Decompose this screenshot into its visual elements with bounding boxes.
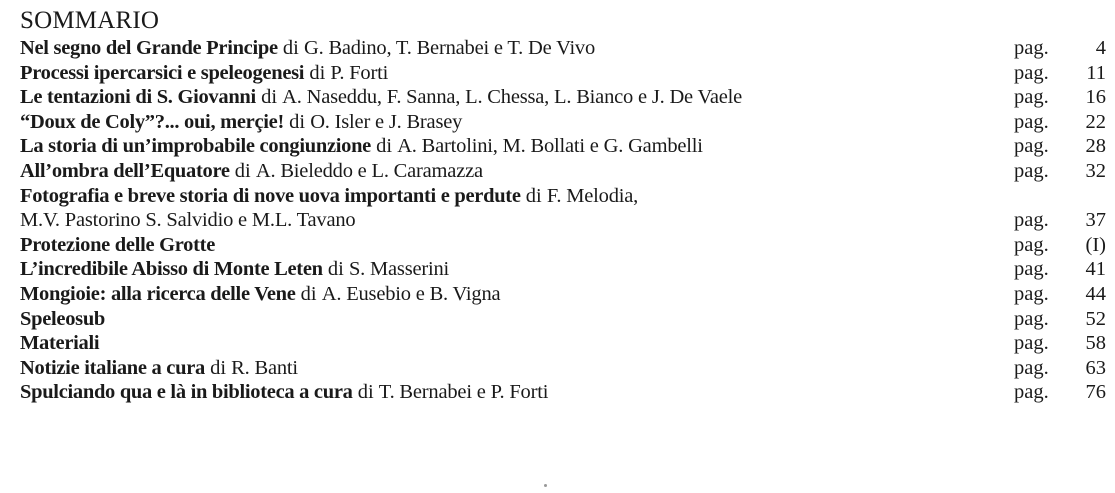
page-number: 52 [1085,307,1106,330]
article-title: All’ombra dell’Equatore [20,159,230,182]
article-title: Le tentazioni di S. Giovanni [20,86,256,109]
toc-entry [20,356,1106,381]
page-reference [1014,356,1106,381]
toc-entry [20,184,1106,233]
article-authors: A. Naseddu, F. Sanna, L. Chessa, L. Bianco e J. De Vaele [282,86,743,109]
toc-entry-text [20,258,449,280]
page-number: 22 [1085,110,1106,133]
page-number: 4 [1095,37,1106,59]
page-label: pag. [1014,86,1049,109]
toc-list [20,36,1106,405]
toc-entry [20,282,1106,307]
toc-entry-text [20,86,742,108]
author-separator: di [255,86,283,109]
page-label: pag. [1014,135,1049,158]
page-reference [1014,36,1106,61]
page-number: 76 [1085,381,1106,404]
table-of-contents [20,6,1106,405]
author-separator: di [284,110,311,133]
article-title: Mongioie: alla ricerca delle Vene [20,282,296,305]
page-reference [1014,208,1106,233]
article-title: Protezione delle Grotte [20,233,215,256]
article-title: Spulciando qua e là in biblioteca a cura [20,381,353,404]
page-reference [1014,85,1106,110]
toc-entry-text [20,111,462,133]
toc-entry-text [20,381,548,403]
page-number: 41 [1085,258,1106,281]
toc-entry [20,110,1106,135]
author-separator: di [371,135,398,158]
toc-entry-text [20,332,99,354]
toc-entry-text [20,234,215,256]
page-label: pag. [1014,332,1049,355]
page-title: SOMMARIO [20,7,160,34]
article-authors: F. Melodia, [546,184,639,207]
page-label: pag. [1014,381,1049,404]
article-authors: R. Banti [231,356,298,379]
page-label: pag. [1014,233,1049,256]
article-title: Fotografia e breve storia di nove uova importanti e perdute [20,184,521,207]
article-authors: A. Bieleddo e L. Caramazza [255,159,483,182]
page-number: (I) [1085,233,1106,256]
author-separator: di [322,258,349,281]
toc-entry [20,85,1106,110]
page-label: pag. [1014,307,1049,330]
toc-entry [20,36,1106,61]
page-label: pag. [1014,282,1049,305]
article-authors: T. Bernabei e P. Forti [378,381,549,404]
author-separator: di [229,159,256,182]
toc-entry-text [20,37,595,59]
article-authors-continued: M.V. Pastorino S. Salvidio e M.L. Tavano [20,209,356,232]
article-authors: G. Badino, T. Bernabei e T. De Vivo [303,37,596,59]
article-title: Materiali [20,332,100,355]
author-separator: di [352,381,379,404]
page-number: 11 [1086,61,1106,84]
page-reference [1014,61,1106,86]
page-reference [1014,257,1106,282]
article-title: La storia di un’improbabile congiunzione [20,135,371,158]
page-reference [1014,134,1106,159]
page-reference [1014,331,1106,356]
page-label: pag. [1014,37,1049,59]
page-number: 63 [1085,356,1106,379]
page-number: 44 [1085,282,1106,305]
page-number: 16 [1085,86,1106,109]
article-authors: A. Bartolini, M. Bollati e G. Gambelli [397,135,703,158]
author-separator: di [295,282,322,305]
toc-entry [20,257,1106,282]
page-number: 37 [1085,209,1106,232]
article-authors: A. Eusebio e B. Vigna [321,282,501,305]
scan-speck [544,484,547,487]
page-number: 58 [1085,332,1106,355]
author-separator: di [520,184,547,207]
toc-entry-text [20,308,105,330]
page-label: pag. [1014,61,1049,84]
toc-entry-text [20,357,298,379]
page-number: 32 [1085,159,1106,182]
article-authors: S. Masserini [348,258,450,281]
page-reference [1014,110,1106,135]
page-label: pag. [1014,159,1049,182]
author-separator: di [304,61,331,84]
toc-entry-text [20,283,500,305]
page-label: pag. [1014,209,1049,232]
toc-entry [20,134,1106,159]
article-title: Nel segno del Grande Principe [20,37,278,59]
toc-entry-text [20,185,1102,233]
article-title: Notizie italiane a cura [20,356,205,379]
page-number: 28 [1085,135,1106,158]
page-reference [1014,233,1106,258]
toc-entry [20,331,1106,356]
toc-entry-text [20,135,703,157]
article-title: Speleosub [20,307,106,330]
article-title: L’incredibile Abisso di Monte Leten [20,258,323,281]
article-title: Processi ipercarsici e speleogenesi [20,61,305,84]
page-reference [1014,307,1106,332]
page-label: pag. [1014,110,1049,133]
toc-entry [20,159,1106,184]
article-title: “Doux de Coly”?... oui, merçie! [20,110,284,133]
page-reference [1014,282,1106,307]
toc-entry [20,233,1106,258]
article-authors: P. Forti [330,61,389,84]
page-label: pag. [1014,258,1049,281]
page-label: pag. [1014,356,1049,379]
page-reference [1014,380,1106,405]
toc-entry-text [20,62,388,84]
toc-entry [20,307,1106,332]
toc-entry-text [20,160,483,182]
article-authors: O. Isler e J. Brasey [310,110,463,133]
author-separator: di [204,356,232,379]
toc-entry [20,380,1106,405]
toc-entry [20,61,1106,86]
author-separator: di [277,37,304,59]
page-reference [1014,159,1106,184]
